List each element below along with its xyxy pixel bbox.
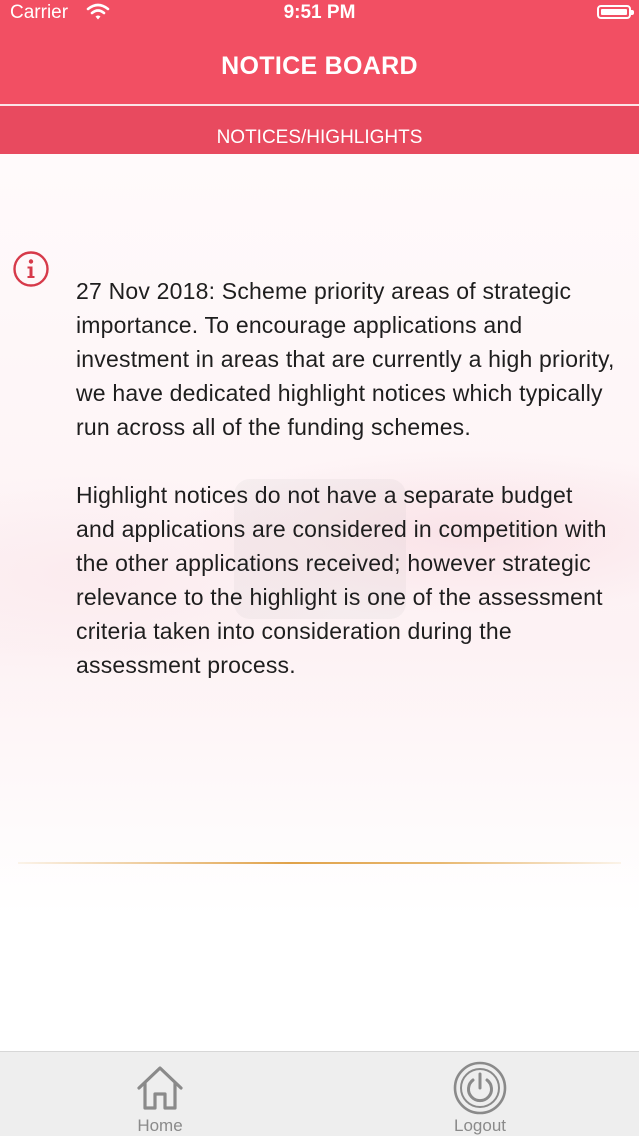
navigation-bar	[0, 28, 639, 104]
notice-paragraph: Highlight notices do not have a separate budget and applications are considered in competition with the other applications received; however strategic relevance to the highlight is one of the assessment criteria taken into consideration during the assessment process.	[76, 482, 607, 678]
tab-logout[interactable]	[380, 1052, 580, 1137]
tab-home[interactable]	[60, 1052, 260, 1137]
tab-bar	[0, 1051, 639, 1136]
carrier-label: Carrier	[10, 2, 69, 23]
home-icon	[134, 1062, 186, 1114]
section-title: NOTICES/HIGHLIGHTS	[216, 127, 423, 148]
notice-body	[76, 274, 616, 682]
section-header	[0, 106, 639, 154]
tab-home-label: Home	[137, 1116, 183, 1135]
page-title: NOTICE BOARD	[221, 52, 418, 80]
notice-content	[0, 154, 639, 1051]
tab-logout-label: Logout	[454, 1116, 506, 1135]
info-icon	[12, 250, 50, 288]
power-icon	[454, 1062, 506, 1114]
status-time: 9:51 PM	[283, 2, 356, 23]
notice-paragraph: 27 Nov 2018: Scheme priority areas of strategic importance. To encourage applications and investment in areas that are currently a high priority, we have dedicated highlight notices which typically run across all of the funding schemes.	[76, 278, 615, 440]
content-divider	[18, 862, 621, 864]
battery-icon	[597, 5, 631, 19]
status-bar	[0, 0, 639, 28]
